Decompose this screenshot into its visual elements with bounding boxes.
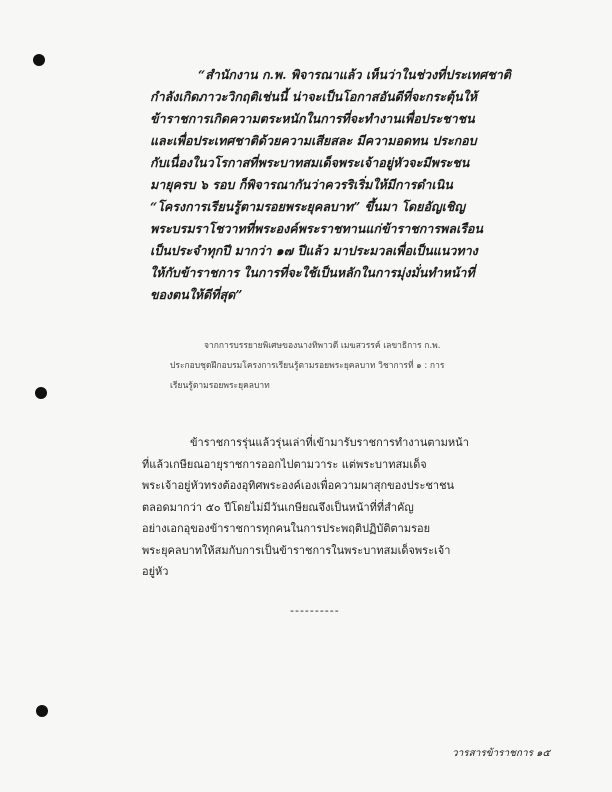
quote-line: เป็นประจำทุกปี มากว่า ๑๗ ปีแล้ว มาประมวลเพื่อเป็นแนวทาง: [150, 243, 478, 258]
quote-block: [150, 64, 540, 306]
quote-line: มายุครบ ๖ รอบ ก็พิจารณากันว่าควรริเริ่มให้มีการดำเนิน: [150, 177, 453, 192]
source-line: จากการบรรยายพิเศษของนางทิพาวดี เมฆสวรรค์ เลขาธิการ ก.พ.: [204, 341, 441, 351]
quote-line: ของตนให้ดีที่สุด”: [150, 287, 243, 302]
quote-line: ข้าราชการเกิดความตระหนักในการที่จะทำงานเพื่อประชาชน: [150, 111, 475, 126]
body-line: พระเจ้าอยู่หัวทรงต้องอุทิศพระองค์เองเพื่อความผาสุกของประชาชน: [142, 479, 455, 492]
source-line: เรียนรู้ตามรอยพระยุคลบาท: [170, 381, 270, 391]
quote-line: และเพื่อประเทศชาติด้วยความเสียสละ มีความอดทน ประกอบ: [150, 133, 477, 148]
quote-line: “โครงการเรียนรู้ตามรอยพระยุคลบาท” ขึ้นมา โดยอัญเชิญ: [150, 199, 466, 214]
page-footer: วารสารข้าราชการ ๑๕: [452, 748, 551, 759]
binder-hole-middle: [35, 387, 47, 399]
quote-line: กับเนื่องในวโรกาสที่พระบาทสมเด็จพระเจ้าอยู่หัวจะมีพระชน: [150, 155, 470, 170]
body-line: ที่แล้วเกษียณอายุราชการออกไปตามวาระ แต่พระบาทสมเด็จ: [142, 457, 427, 471]
quote-line: กำลังเกิดภาวะวิกฤติเช่นนี้ น่าจะเป็นโอกาสอันดีที่จะกระตุ้นให้: [150, 89, 478, 104]
quote-line: พระบรมราโชวาทที่พระองค์พระราชทานแก่ข้าราชการพลเรือน: [150, 221, 483, 236]
body-line: พระยุคลบาทให้สมกับการเป็นข้าราชการในพระบาทสมเด็จพระเจ้า: [142, 543, 451, 557]
section-divider: ----------: [290, 604, 340, 617]
quote-line: “สำนักงาน ก.พ. พิจารณาแล้ว เห็นว่าในช่วงที่ประเทศชาติ: [198, 67, 511, 82]
binder-hole-bottom: [36, 705, 48, 717]
quote-source: [170, 336, 542, 396]
body-line: ข้าราชการรุ่นแล้วรุ่นเล่าที่เข้ามารับราชการทำงานตามหน้า: [190, 436, 469, 449]
source-line: ประกอบชุดฝึกอบรมโครงการเรียนรู้ตามรอยพระยุคลบาท วิชาการที่ ๑ : การ: [170, 361, 445, 371]
body-line: ตลอดมากว่า ๕๐ ปีโดยไม่มีวันเกษียณจึงเป็นหน้าที่ที่สำคัญ: [142, 500, 414, 514]
body-line: อย่างเอกอุของข้าราชการทุกคนในการประพฤติปฏิบัติตามรอย: [142, 522, 431, 535]
quote-line: ให้กับข้าราชการ ในการที่จะใช้เป็นหลักในการมุ่งมั่นทำหน้าที่: [150, 265, 475, 280]
body-line: อยู่หัว: [142, 565, 169, 578]
binder-hole-top: [33, 54, 45, 66]
body-paragraph: [142, 432, 538, 583]
